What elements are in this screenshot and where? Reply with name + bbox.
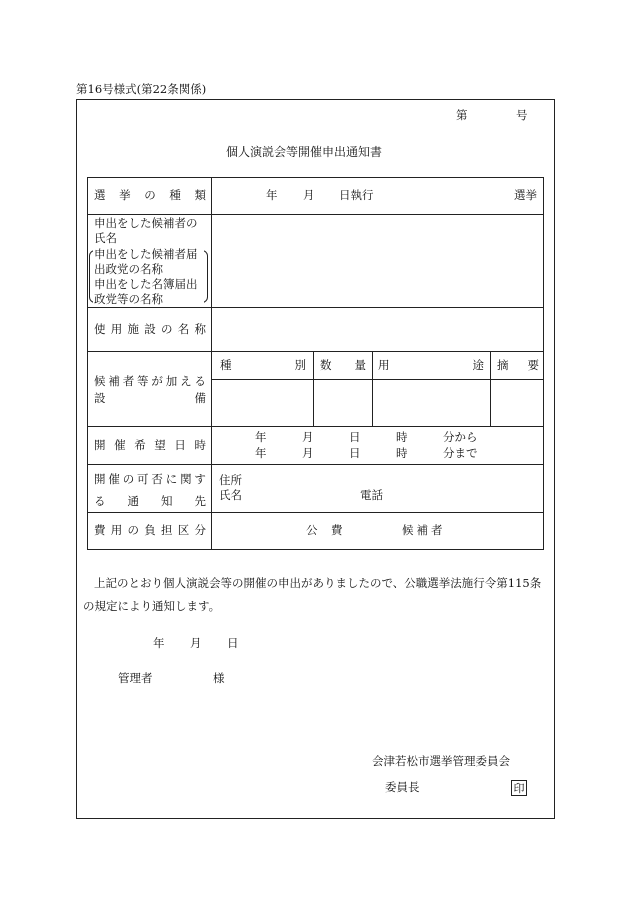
seal-mark (511, 780, 527, 796)
label-char: 開 (94, 438, 106, 452)
facility-label (94, 324, 206, 336)
header-remarks (497, 360, 539, 372)
label-char: 施 (127, 322, 139, 336)
label-char: 使 (94, 322, 106, 336)
label-char: 否 (151, 472, 163, 486)
number-go: 号 (516, 108, 528, 122)
candidate-line: 政党等の名称 (94, 292, 163, 306)
label-char: 担 (161, 523, 173, 537)
dt-month: 月 (302, 446, 314, 460)
dt-day: 日 (349, 430, 361, 444)
grid-line (88, 512, 543, 513)
label-char: 類 (194, 188, 206, 202)
election-suffix: 選挙 (514, 188, 537, 202)
header-char: 要 (527, 358, 539, 372)
label-char: 通 (127, 494, 139, 508)
dt-month: 月 (302, 430, 314, 444)
label-char: 日 (174, 438, 186, 452)
election-type-label (94, 190, 206, 202)
candidate-line: 申出をした候補者の (94, 216, 198, 230)
dt-hour: 時 (396, 430, 408, 444)
label-char: 等 (137, 374, 149, 388)
label-char: 知 (161, 494, 173, 508)
label-char: 加 (165, 374, 178, 388)
header-char: 摘 (497, 358, 509, 372)
label-char: の (161, 322, 173, 336)
notify-name: 氏名 (219, 488, 242, 502)
label-char: る (194, 374, 206, 388)
notify-label-1 (94, 474, 206, 486)
label-char: に (165, 472, 178, 486)
label-char: 用 (110, 322, 123, 336)
cost-candidate: 候補者 (402, 523, 446, 537)
committee-name: 会津若松市選挙管理委員会 (372, 754, 510, 768)
grid-line (88, 426, 543, 427)
date-month: 月 (190, 636, 202, 650)
body-line-2: の規定により通知します。 (83, 599, 221, 613)
label-char: え (180, 374, 192, 388)
label-char: 開 (94, 472, 106, 486)
grid-line (88, 464, 543, 465)
header-use (378, 360, 484, 372)
dt-hour: 時 (396, 446, 408, 460)
grid-line (212, 379, 543, 380)
equipment-label-2 (94, 393, 206, 405)
dt-year: 年 (255, 430, 267, 444)
header-char: 種 (220, 358, 232, 372)
date-day: 日 (227, 636, 239, 650)
grid-line (211, 178, 212, 549)
label-char: 関 (180, 472, 192, 486)
dt-day: 日 (349, 446, 361, 460)
dt-from: 分から (443, 430, 478, 444)
header-qty (320, 360, 366, 372)
number-dai: 第 (456, 108, 468, 122)
grid-line (490, 352, 491, 426)
body-line-1: 上記のとおり個人演説会等の開催の申出がありましたので、公職選挙法施行令第115条 (94, 576, 542, 590)
sama-label: 様 (213, 671, 225, 685)
label-char: 催 (114, 438, 126, 452)
header-char: 数 (320, 358, 332, 372)
label-char: 設 (144, 322, 156, 336)
label-char: 希 (134, 438, 146, 452)
candidate-line: 出政党の名称 (94, 262, 163, 276)
label-char: 用 (110, 523, 123, 537)
chair-label: 委員長 (385, 780, 420, 794)
label-char: 称 (194, 322, 206, 336)
label-char: の (144, 188, 156, 202)
label-char: 負 (144, 523, 156, 537)
candidate-line: 申出をした候補者届 (94, 247, 198, 261)
label-char: す (194, 472, 206, 486)
notify-address: 住所 (219, 473, 242, 487)
candidate-line: 氏名 (94, 231, 117, 245)
label-char: が (151, 374, 163, 388)
label-char: 分 (194, 523, 206, 537)
candidate-line: 申出をした名簿届出 (94, 277, 198, 291)
label-char: 備 (194, 391, 206, 405)
label-char: 種 (169, 188, 181, 202)
label-char: 者 (122, 374, 135, 388)
form-title: 個人演説会等開催申出通知書 (226, 145, 383, 159)
date-year: 年 (153, 636, 165, 650)
grid-line (372, 352, 373, 426)
label-char: 選 (94, 188, 106, 202)
header-char: 別 (294, 358, 306, 372)
label-char: の (122, 472, 135, 486)
label-char: 可 (137, 472, 149, 486)
label-char: 区 (177, 523, 190, 537)
label-char: 費 (94, 523, 106, 537)
manager-label: 管理者 (118, 671, 153, 685)
grid-line (88, 351, 543, 352)
label-char: 催 (108, 472, 120, 486)
dt-until: 分まで (443, 446, 478, 460)
header-char: 途 (472, 358, 484, 372)
seal-char: 印 (513, 782, 525, 795)
form-id: 第16号様式(第22条関係) (76, 82, 207, 96)
election-day-exec: 日執行 (339, 188, 374, 202)
header-type (220, 360, 306, 372)
notify-phone: 電話 (360, 488, 383, 502)
grid-line (88, 214, 543, 215)
grid-line (313, 352, 314, 426)
label-char: る (94, 494, 106, 508)
label-char: 設 (94, 391, 106, 405)
label-char: 時 (194, 438, 206, 452)
label-char: 名 (177, 322, 190, 336)
label-char: の (127, 523, 139, 537)
cost-label (94, 525, 206, 537)
election-month: 月 (303, 188, 315, 202)
notify-label-2 (94, 496, 206, 508)
label-char: 候 (94, 374, 106, 388)
cost-public: 公 費 (306, 523, 344, 537)
equipment-label-1 (94, 376, 206, 388)
datetime-label (94, 440, 206, 452)
label-char: 先 (194, 494, 206, 508)
election-year: 年 (266, 188, 278, 202)
dt-year: 年 (255, 446, 267, 460)
grid-line (88, 307, 543, 308)
header-char: 用 (378, 358, 390, 372)
label-char: 挙 (119, 188, 131, 202)
header-char: 量 (354, 358, 366, 372)
label-char: 望 (154, 438, 166, 452)
label-char: 補 (108, 374, 120, 388)
